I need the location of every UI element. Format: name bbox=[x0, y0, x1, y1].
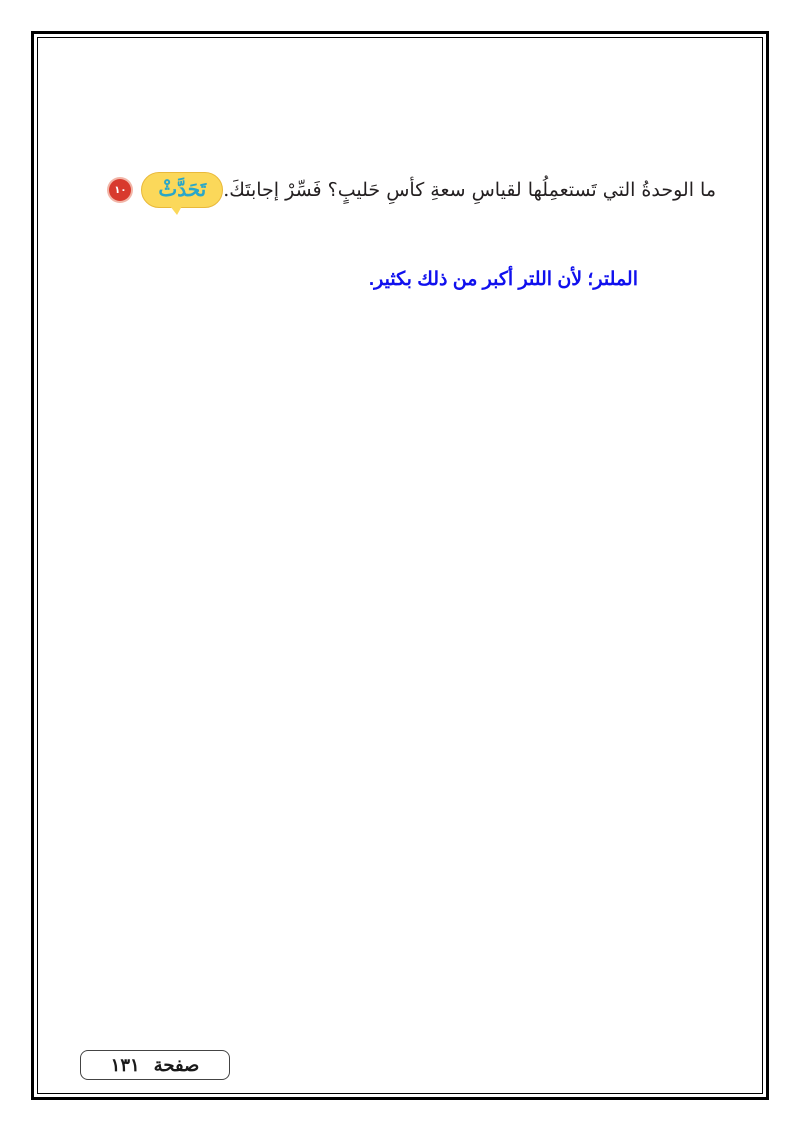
question-number-badge: ١٠ bbox=[109, 179, 131, 201]
speech-bubble-tail bbox=[170, 206, 182, 215]
speech-bubble-label bbox=[141, 172, 223, 208]
answer-text: الملتر؛ لأن اللتر أكبر من ذلك بكثير. bbox=[368, 269, 638, 290]
page-word: صفحة bbox=[153, 1054, 200, 1076]
bubble-label-text: تَحَدَّثْ bbox=[158, 177, 207, 201]
page-number-box bbox=[80, 1050, 230, 1080]
question-text: ما الوحدةُ التي تَستعمِلُها لقياسِ سعةِ كأسِ حَليبٍ؟ فَسِّرْ إجابتَكَ. bbox=[223, 179, 716, 201]
page-number: ١٣١ bbox=[110, 1054, 140, 1076]
question-row bbox=[89, 170, 716, 210]
